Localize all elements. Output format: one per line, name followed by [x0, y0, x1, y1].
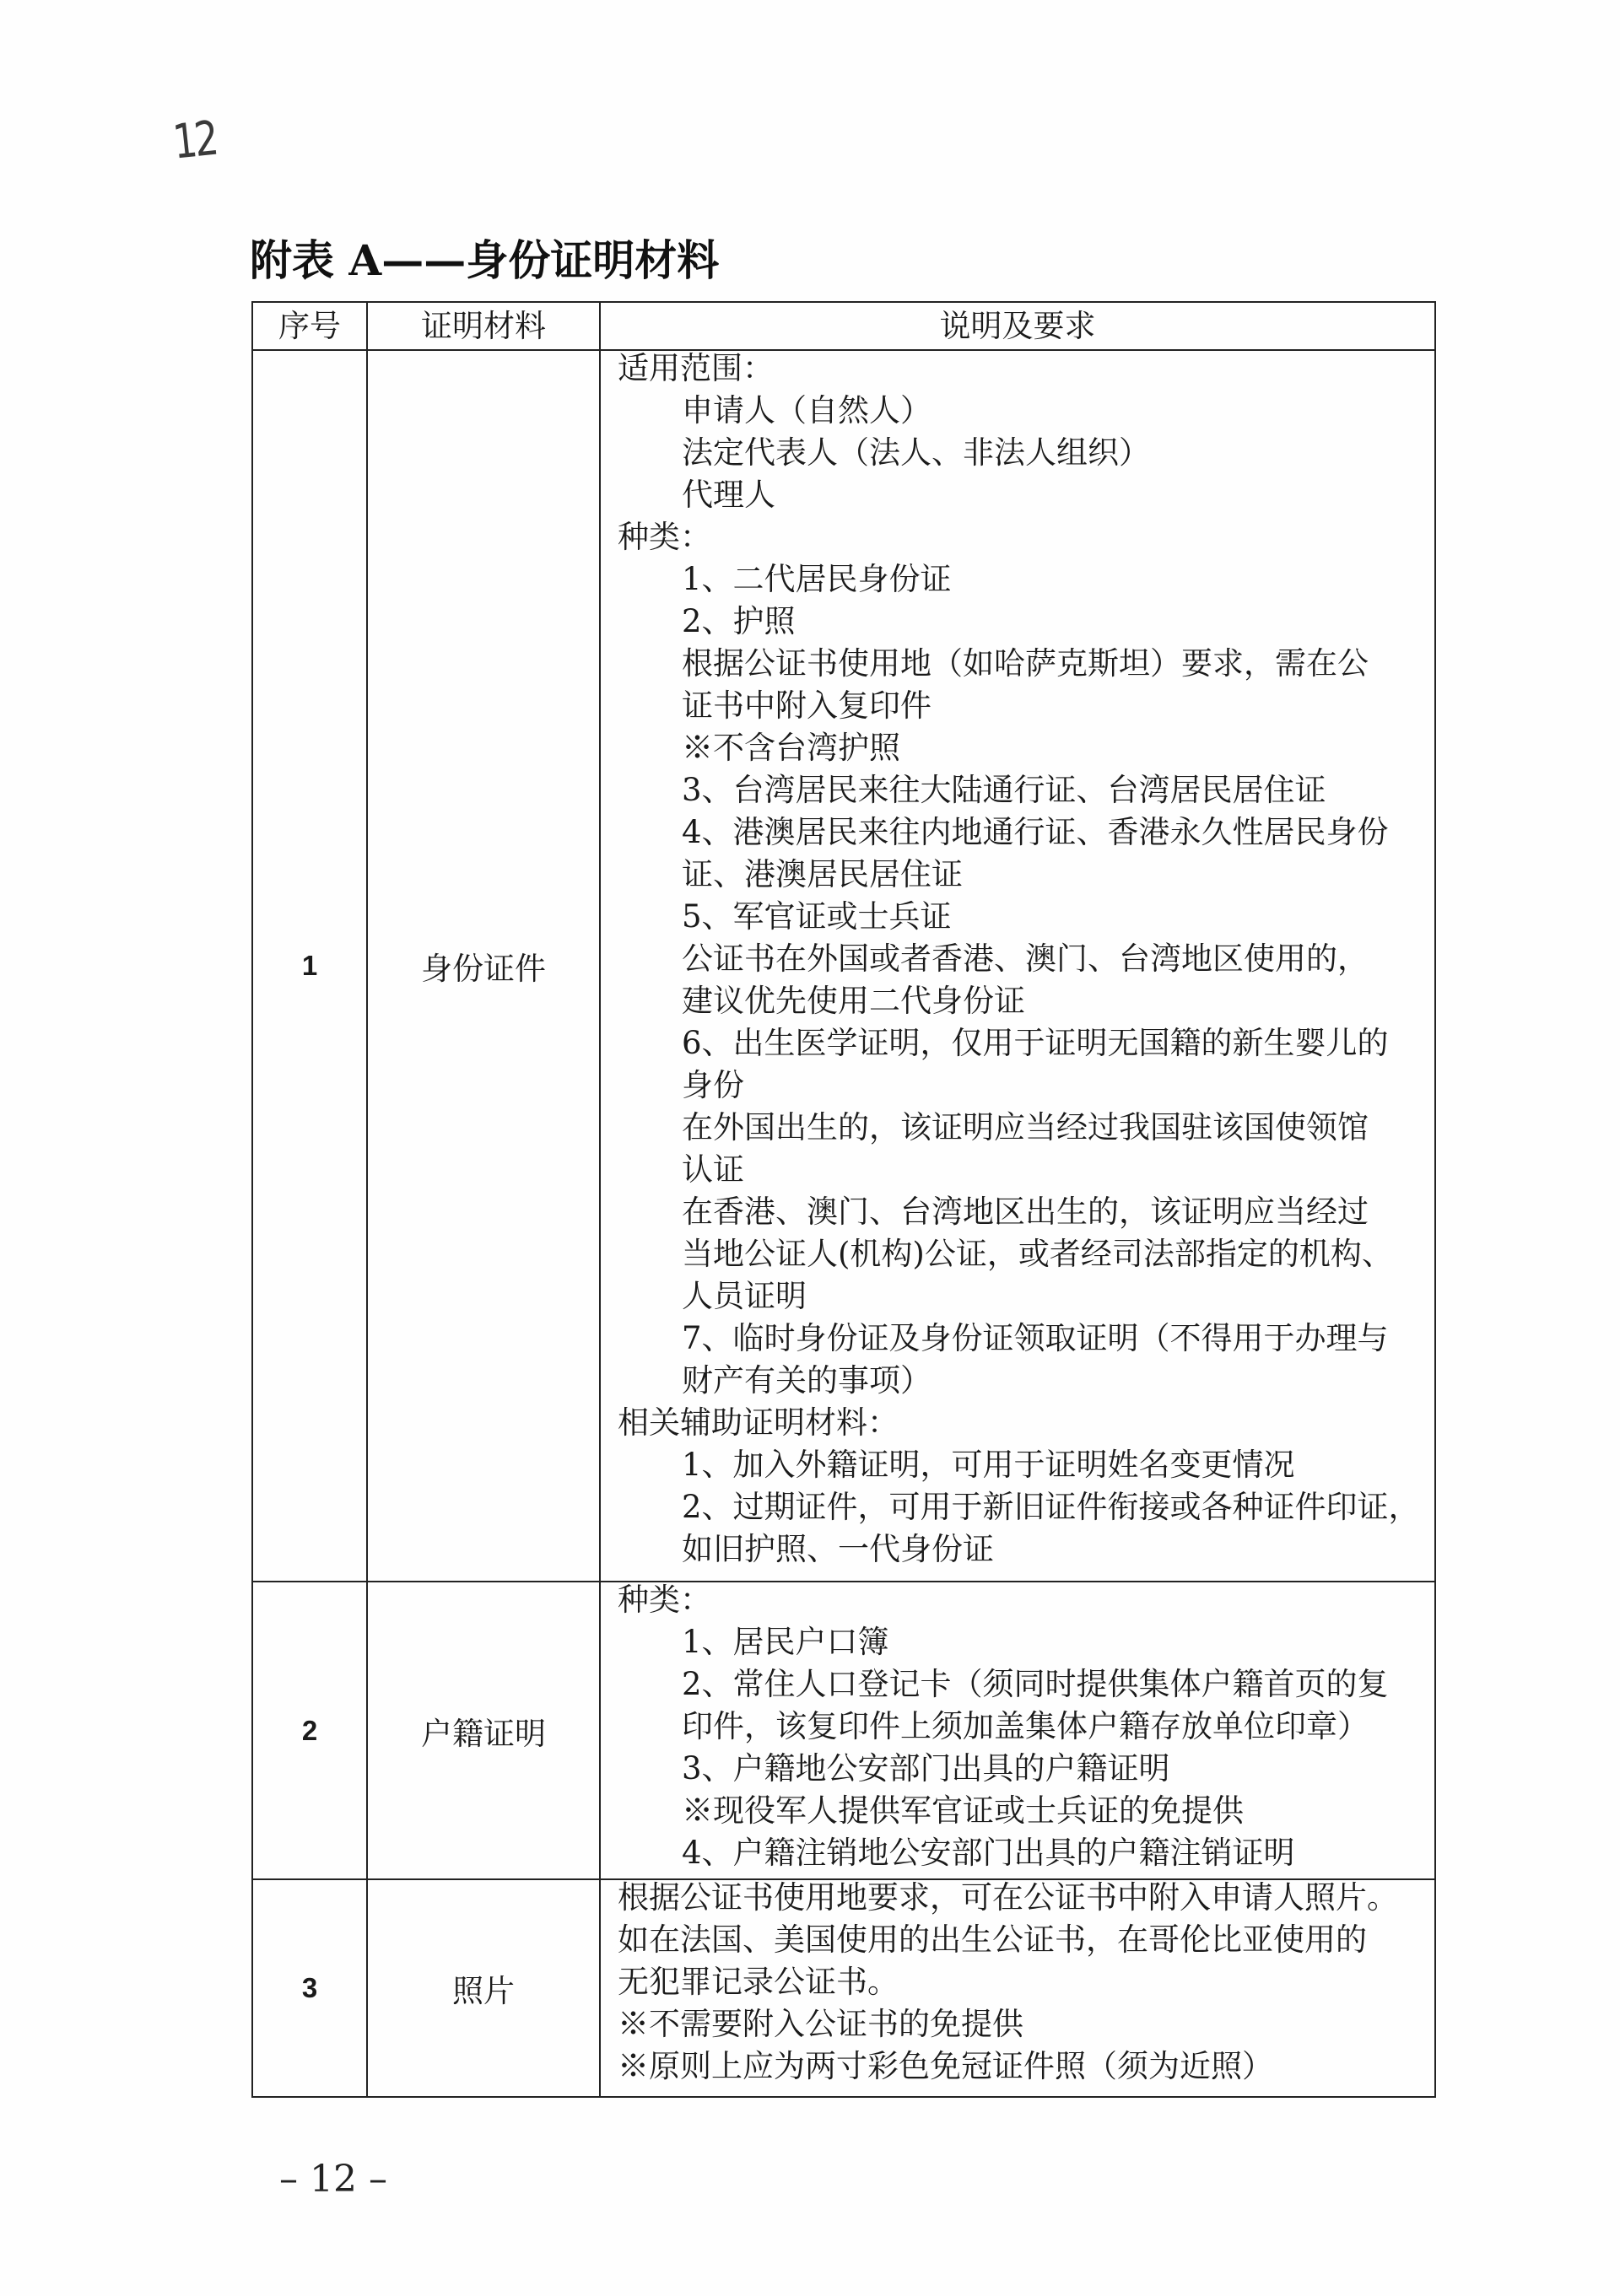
identity-materials-table — [251, 301, 1436, 2098]
description-paragraph: ※不需要附入公证书的免提供 — [618, 2006, 1023, 2042]
description-item: 7、临时身份证及身份证领取证明（不得用于办理与 财产有关的事项） — [682, 1320, 1389, 1399]
handwritten-page-mark: 12 — [170, 110, 219, 170]
table-row — [252, 350, 1435, 1582]
description-item: 3、户籍地公安部门出具的户籍证明 — [682, 1750, 1170, 1787]
row-number: 3 — [252, 1879, 367, 2097]
page-number: – 12 – — [279, 2158, 387, 2201]
description-item: 4、户籍注销地公安部门出具的户籍注销证明 — [682, 1835, 1295, 1871]
description-item: 在香港、澳门、台湾地区出生的，该证明应当经过 当地公证人(机构)公证，或者经司法部指定的机构、 人员证明 — [682, 1194, 1393, 1314]
description-item: 2、过期证件，可用于新旧证件衔接或各种证件印证， 如旧护照、一代身份证 — [682, 1489, 1420, 1567]
description-item: 6、出生医学证明，仅用于证明无国籍的新生婴儿的 身份 — [682, 1025, 1389, 1103]
section-heading: 种类： — [618, 519, 711, 555]
description-item: 3、台湾居民来往大陆通行证、台湾居民居住证 — [682, 772, 1326, 808]
description-item: 2、护照 — [682, 603, 796, 639]
description-item: 1、居民户口簿 — [682, 1624, 889, 1660]
table-header-row — [252, 302, 1435, 350]
description-item: 5、军官证或士兵证 — [682, 898, 952, 935]
row-number: 1 — [252, 350, 367, 1582]
description-item: 4、港澳居民来往内地通行证、香港永久性居民身份 证、港澳居民居住证 — [682, 814, 1389, 892]
material-name: 身份证件 — [367, 350, 600, 1582]
description-item: 在外国出生的，该证明应当经过我国驻该国使领馆 认证 — [682, 1109, 1369, 1188]
description-cell — [600, 350, 1435, 1582]
section-heading: 种类： — [618, 1582, 711, 1618]
header-description: 说明及要求 — [600, 302, 1435, 350]
material-name: 户籍证明 — [367, 1582, 600, 1879]
description-cell — [600, 1879, 1435, 2097]
description-paragraph: ※原则上应为两寸彩色免冠证件照（须为近照） — [618, 2048, 1273, 2084]
table-row — [252, 1582, 1435, 1879]
row-number: 2 — [252, 1582, 367, 1879]
description-item: 公证书在外国或者香港、澳门、台湾地区使用的， 建议优先使用二代身份证 — [682, 940, 1369, 1019]
description-paragraph: 根据公证书使用地要求，可在公证书中附入申请人照片。 如在法国、美国使用的出生公证书，在哥伦比亚使用的 无犯罪记录公证书。 — [618, 1879, 1398, 2000]
description-item: 代理人 — [682, 477, 775, 513]
description-item: 法定代表人（法人、非法人组织） — [682, 434, 1150, 471]
header-serial-number: 序号 — [252, 302, 367, 350]
page-title: 附表 A——身份证明材料 — [250, 235, 720, 285]
description-item: 1、加入外籍证明，可用于证明姓名变更情况 — [682, 1447, 1295, 1483]
description-item: 2、常住人口登记卡（须同时提供集体户籍首页的复 印件，该复印件上须加盖集体户籍存放单位印章） — [682, 1666, 1389, 1744]
description-item: 申请人（自然人） — [682, 392, 932, 428]
description-item: ※不含台湾护照 — [682, 730, 900, 766]
description-item: ※现役军人提供军官证或士兵证的免提供 — [682, 1792, 1244, 1829]
description-item: 1、二代居民身份证 — [682, 561, 952, 597]
description-item: 根据公证书使用地（如哈萨克斯坦）要求，需在公 证书中附入复印件 — [682, 645, 1369, 724]
material-name: 照片 — [367, 1879, 600, 2097]
header-material: 证明材料 — [367, 302, 600, 350]
section-heading: 适用范围： — [618, 350, 774, 386]
table-row — [252, 1879, 1435, 2097]
section-heading: 相关辅助证明材料： — [618, 1404, 899, 1441]
description-cell — [600, 1582, 1435, 1879]
